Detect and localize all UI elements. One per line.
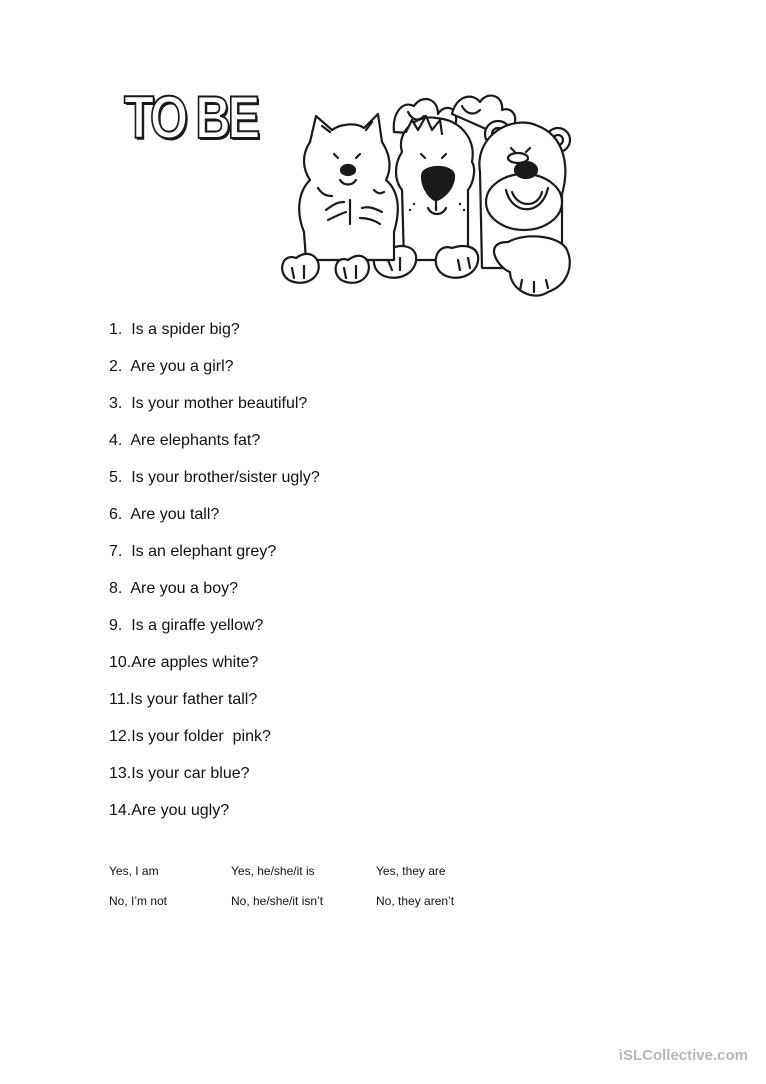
watermark: iSLCollective.com [618,1047,748,1064]
answer-row-yes [109,863,529,893]
question-item [109,801,320,838]
question-number: 13. [109,765,132,782]
answer-option: Yes, he/she/it is [231,864,315,878]
question-item [109,579,320,616]
question-number: 12. [109,728,132,745]
question-text: Is your mother beautiful? [131,395,308,412]
cat-dog-bear-cartoon-icon [276,92,576,304]
questions-list [109,320,320,838]
question-text: Are you a girl? [130,358,234,375]
question-item [109,394,320,431]
question-item [109,320,320,357]
question-item [109,542,320,579]
question-number: 8. [109,580,123,597]
question-text: Are elephants fat? [130,432,261,449]
question-number: 3. [109,395,123,412]
answer-option: No, they aren’t [376,894,455,908]
question-item [109,357,320,394]
answer-row-no [109,893,529,923]
question-number: 4. [109,432,123,449]
question-number: 5. [109,469,123,486]
answer-option: Yes, I am [109,864,159,878]
question-item [109,505,320,542]
question-text: Is a giraffe yellow? [131,617,264,634]
question-number: 14. [109,802,132,819]
question-number: 9. [109,617,123,634]
question-text: Is a spider big? [131,321,240,338]
question-text: Is your car blue? [131,765,250,782]
worksheet-title: TO BE [124,84,258,151]
question-text: Is your folder pink? [131,728,271,745]
question-number: 7. [109,543,123,560]
answer-option: No, he/she/it isn’t [231,894,324,908]
question-item [109,653,320,690]
question-text: Is your brother/sister ugly? [131,469,320,486]
question-text: Are you a boy? [130,580,238,597]
question-item [109,431,320,468]
answer-options [109,863,529,923]
question-item [109,764,320,801]
question-text: Is an elephant grey? [131,543,277,560]
question-item [109,616,320,653]
question-text: Are you tall? [130,506,220,523]
question-number: 10. [109,654,132,671]
question-number: 1. [109,321,123,338]
question-text: Is your father tall? [130,691,258,708]
question-item [109,468,320,505]
answer-option: Yes, they are [376,864,446,878]
question-text: Are apples white? [131,654,259,671]
question-number: 2. [109,358,123,375]
question-number: 6. [109,506,123,523]
question-number: 11. [109,691,131,708]
question-item [109,727,320,764]
question-item [109,690,320,727]
answer-option: No, I’m not [109,894,168,908]
question-text: Are you ugly? [131,802,230,819]
